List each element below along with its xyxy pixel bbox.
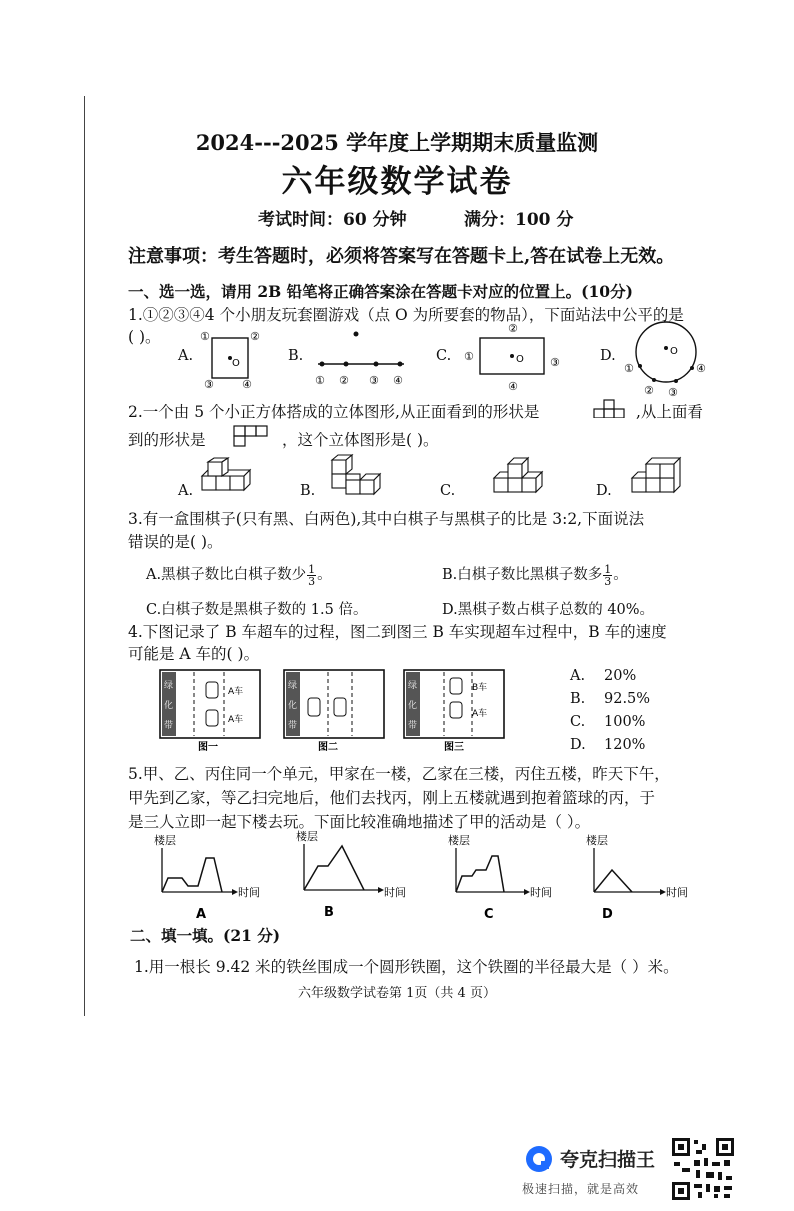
exam-subtitle: 六年级数学试卷 [281,164,513,200]
svg-text:化: 化 [288,701,298,711]
svg-text:A车: A车 [228,687,244,697]
q4-text-line1: 4.下图记录了 B 车超车的过程，图二到图三 B 车实现超车过程中，B 车的速度 [128,623,667,641]
q2-top-view [232,424,272,448]
q4-option-c-label: C. [570,714,586,730]
svg-text:②: ② [250,330,260,343]
page-footer: 六年级数学试卷第 1页（共 4 页） [298,986,496,1001]
q2-solid-d [628,456,684,500]
svg-text:③: ③ [550,356,560,369]
q2-text-line1b: ,从上面看 [636,403,703,421]
svg-text:时间: 时间 [666,886,688,899]
q1-figure-d [620,318,716,398]
q3-text-line2: 错误的是( )。 [128,533,223,551]
q5-graph-b [290,826,414,922]
svg-text:绿: 绿 [164,681,174,691]
svg-text:③: ③ [204,378,214,391]
q1-option-d-label: D. [600,348,616,364]
q2-solid-c [490,456,548,500]
full-score: 满分：100 分 [464,210,574,230]
q4-figure-1 [158,668,266,752]
q4-figure-2 [282,668,390,752]
q1-option-a-label: A. [178,348,194,364]
svg-text:③: ③ [369,374,379,387]
scanner-slogan: 极速扫描，就是高效 [522,1182,640,1196]
svg-text:带: 带 [408,721,418,731]
q2-option-c-label: C. [440,483,456,499]
q1-option-b-label: B. [288,348,304,364]
scanner-logo-icon [524,1144,554,1174]
q2-text-line1a: 2.一个由 5 个小正方体搭成的立体图形,从正面看到的形状是 [128,403,540,421]
scanner-brand: 夸克扫描王 [560,1149,656,1171]
svg-text:①: ① [200,330,210,343]
q5-text-line1: 5.甲、乙、丙住同一个单元，甲家在一楼，乙家在三楼，丙住五楼，昨天下午， [128,765,670,783]
svg-text:时间: 时间 [238,886,260,899]
q3-text-line1: 3.有一盒围棋子(只有黑、白两色),其中白棋子与黑棋子的比是 3:2,下面说法 [128,510,645,528]
svg-text:④: ④ [242,378,252,391]
q2-option-a-label: A. [178,483,194,499]
svg-text:绿: 绿 [408,681,418,691]
q5-graph-a [148,830,268,922]
q4-option-b-label: B. [570,691,586,707]
q2-solid-a [198,456,254,500]
q5-text-line2: 甲先到乙家，等乙扫完地后，他们去找丙，刚上五楼就遇到抱着篮球的丙，于 [128,789,656,807]
svg-text:绿: 绿 [288,681,298,691]
svg-text:楼层: 楼层 [154,834,176,847]
q2-option-b-label: B. [300,483,316,499]
svg-text:楼层: 楼层 [448,834,470,847]
svg-text:O: O [670,346,678,357]
q2-text-line2b: ，这个立体图形是( )。 [282,431,439,449]
q4-fig2-caption: 图二 [318,742,338,752]
q5-graph-c [440,830,564,922]
q1-figure-a [198,326,268,394]
q4-fig1-caption: 图一 [198,742,218,752]
q1-text-line1: 1.①②③④4 个小朋友玩套圈游戏（点 O 为所要套的物品），下面站法中公平的是 [128,306,684,324]
q4-option-a-label: A. [570,668,586,684]
svg-text:②: ② [508,322,518,335]
svg-text:①: ① [624,362,634,375]
svg-text:①: ① [315,374,325,387]
svg-text:带: 带 [288,721,298,731]
q5-text-line3: 是三人立即一起下楼去玩。下面比较准确地描述了甲的活动是（ ）。 [128,813,591,831]
svg-text:楼层: 楼层 [586,834,608,847]
svg-text:O: O [516,354,524,365]
section2-heading: 二、填一填。(21 分) [130,926,281,945]
q4-option-b-value: 92.5% [604,691,651,707]
q3-option-b: B.白棋子数比黑棋子数多 $\frac{1}{3}$ 。 [442,562,628,588]
svg-text:A车: A车 [472,709,488,719]
svg-text:A车: A车 [228,715,244,725]
svg-text:B车: B车 [472,683,488,693]
q3-option-a: A.黑棋子数比白棋子数少 $\frac{1}{3}$ 。 [146,562,332,588]
svg-text:②: ② [339,374,349,387]
svg-text:B: B [324,905,334,920]
svg-text:④: ④ [393,374,403,387]
q1-text-line2: ( )。 [128,328,161,346]
svg-text:化: 化 [164,701,174,711]
svg-text:D: D [602,907,613,922]
q4-option-a-value: 20% [604,668,637,684]
q2-option-d-label: D. [596,483,612,499]
q4-figure-3 [402,668,510,752]
svg-text:A: A [196,907,207,922]
svg-text:时间: 时间 [384,886,406,899]
svg-text:带: 带 [164,721,174,731]
q4-fig3-caption: 图三 [444,742,464,752]
exam-title: 2024---2025 学年度上学期期末质量监测 [195,130,599,155]
q1-figure-b [312,326,412,388]
q1-option-c-label: C. [436,348,452,364]
svg-text:④: ④ [508,380,518,392]
q4-option-d-label: D. [570,737,586,753]
q5-graph-d [580,830,700,922]
svg-text:②: ② [644,384,654,397]
q4-option-c-value: 100% [604,714,646,730]
qr-code-icon [670,1136,736,1202]
q3-option-d: D.黑棋子数占棋子总数的 40%。 [442,602,655,618]
section1-heading: 一、选一选，请用 2B 铅笔将正确答案涂在答题卡对应的位置上。(10分) [128,282,633,301]
q2-front-view [592,398,632,418]
exam-notice: 注意事项：考生答题时，必须将答案写在答题卡上,答在试卷上无效。 [128,246,675,267]
q2-text-line2a: 到的形状是 [128,431,206,449]
svg-text:时间: 时间 [530,886,552,899]
margin-line [84,96,85,1016]
q4-text-line2: 可能是 A 车的( )。 [128,645,260,663]
q1-a-o-label: O [232,358,240,369]
svg-text:楼层: 楼层 [296,830,318,843]
q4-option-d-value: 120% [604,737,646,753]
section2-q1-text: 1.用一根长 9.42 米的铁丝围成一个圆形铁圈，这个铁圈的半径最大是（ ）米。 [134,958,679,976]
svg-text:③: ③ [668,386,678,398]
svg-text:④: ④ [696,362,706,375]
q1-figure-c [460,320,570,392]
svg-text:化: 化 [408,701,418,711]
q3-option-c: C.白棋子数是黑棋子数的 1.5 倍。 [146,602,368,618]
svg-text:C: C [484,907,494,922]
q2-solid-b [326,452,384,500]
exam-time: 考试时间：60 分钟 [258,210,407,230]
svg-text:①: ① [464,350,474,363]
